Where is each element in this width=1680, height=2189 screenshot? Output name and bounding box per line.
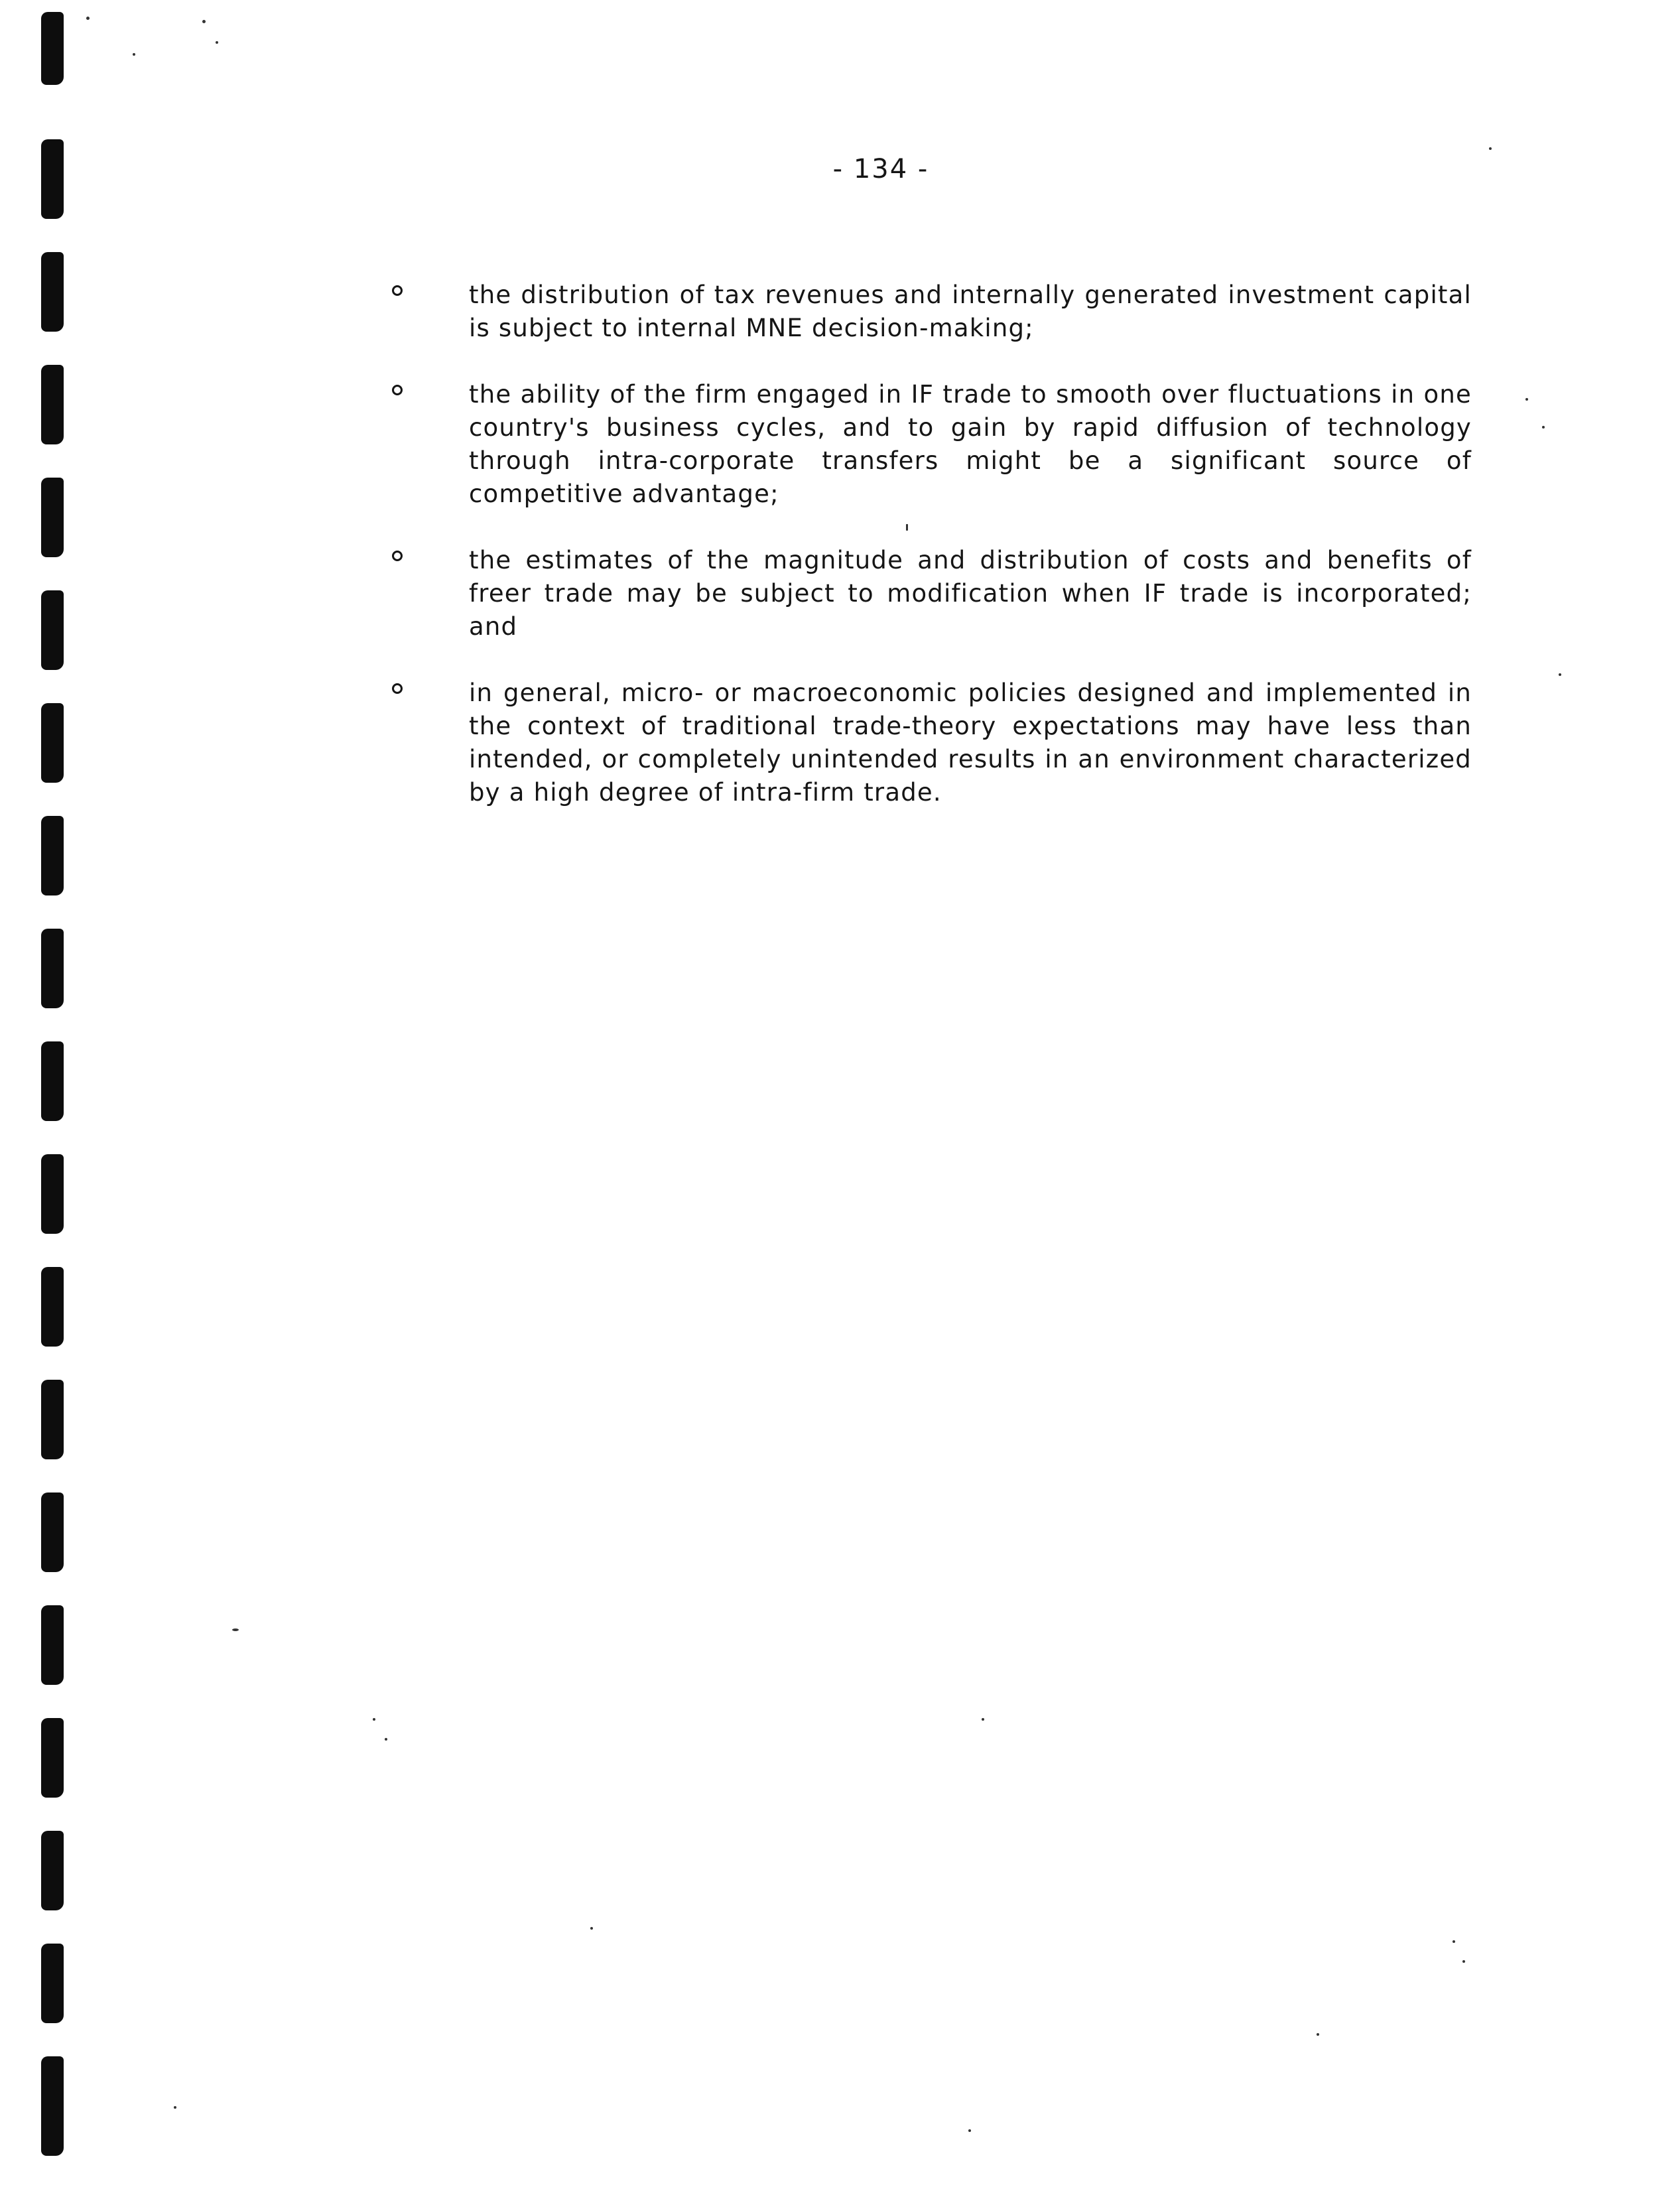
binding-punch-mark [41, 703, 64, 783]
scan-speck [133, 53, 135, 56]
binding-punch-mark [41, 1944, 64, 2023]
binding-punch-mark [41, 252, 64, 332]
bullet-circle-icon [392, 385, 403, 395]
scan-speck [86, 17, 90, 20]
scan-speck [590, 1927, 593, 1930]
list-item [381, 378, 1476, 511]
scan-speck [1542, 426, 1545, 429]
binding-punch-mark [41, 929, 64, 1008]
scan-speck [968, 2129, 971, 2132]
binding-punch-mark [41, 478, 64, 557]
list-item [381, 544, 1476, 643]
list-item [381, 677, 1476, 809]
binding-punch-mark [41, 1605, 64, 1685]
scan-speck [1317, 2033, 1319, 2036]
binding-punch-mark [41, 590, 64, 670]
bullet-circle-icon [392, 285, 403, 296]
binding-punch-mark [41, 816, 64, 896]
scan-speck [385, 1738, 387, 1741]
scan-speck [174, 2106, 176, 2109]
scan-speck [232, 1628, 239, 1631]
scan-speck [1453, 1940, 1455, 1943]
scan-speck [202, 20, 206, 23]
bullet-text: the estimates of the magnitude and distribution of costs and benefits of freer trade may be subject to modification when IF trade is incorporated; and [469, 546, 1472, 641]
bullet-text: in general, micro- or macroeconomic policies designed and implemented in the context of traditional trade-theory expectations may have less than intended, or completely unintended results in an environment characterized by a high degree of intra-firm trade. [469, 679, 1472, 807]
binding-punch-mark [41, 12, 64, 85]
bullet-circle-icon [392, 551, 403, 561]
binding-punch-mark [41, 2056, 64, 2156]
bullet-list [381, 279, 1476, 842]
page-number: - 134 - [832, 154, 929, 184]
scan-speck [1462, 1960, 1465, 1963]
binding-punch-mark [41, 1831, 64, 1910]
bullet-text: the ability of the firm engaged in IF trade to smooth over fluctuations in one country's business cycles, and to gain by rapid diffusion of technology through intra-corporate transfers might be a significant source of competitive advantage; [469, 380, 1472, 508]
binding-punch-mark [41, 1154, 64, 1234]
binding-punch-mark [41, 1492, 64, 1572]
binding-punch-mark [41, 1267, 64, 1347]
bullet-text: the distribution of tax revenues and internally generated investment capital is subject to internal MNE decision-making; [469, 281, 1472, 342]
bullet-circle-icon [392, 683, 403, 694]
list-item [381, 279, 1476, 345]
binding-punch-mark [41, 365, 64, 444]
scan-speck [1559, 673, 1561, 676]
binding-punch-mark [41, 1380, 64, 1459]
binding-punch-mark [41, 1041, 64, 1121]
scan-speck [1525, 398, 1528, 401]
binding-punch-mark [41, 1718, 64, 1798]
binding-punch-mark [41, 139, 64, 219]
scan-speck [216, 41, 218, 44]
scan-speck [373, 1718, 375, 1721]
scan-speck [982, 1718, 984, 1721]
scan-speck [1489, 147, 1492, 150]
